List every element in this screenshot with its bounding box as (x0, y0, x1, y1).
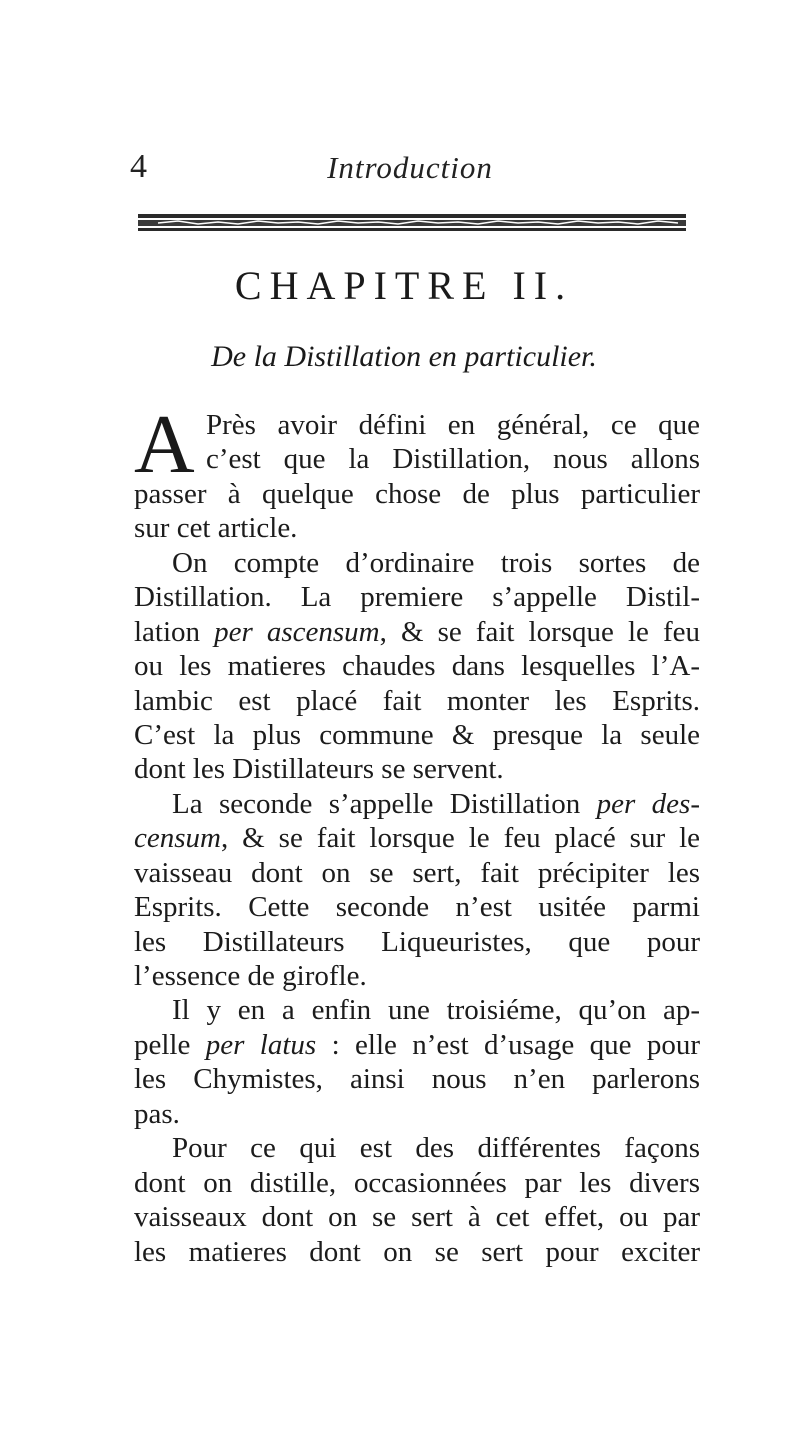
ornamental-rule (138, 212, 686, 234)
text-line (134, 1062, 700, 1096)
text-run: vaisseau dont on se sert, fait précipiter les (134, 856, 700, 889)
italic-phrase: censum (134, 822, 221, 855)
text-line (134, 718, 700, 752)
italic-phrase: per ascensum (214, 615, 380, 648)
text-line (134, 959, 700, 993)
text-run: lation (134, 615, 215, 648)
text-line (134, 890, 700, 924)
text-run: Il y en a enfin une troisiéme, qu’on ap- (172, 994, 700, 1027)
chapter-heading: CHAPITRE II. (234, 263, 574, 308)
text-line (134, 1235, 700, 1269)
text-run: l’essence de girofle. (134, 960, 367, 992)
text-line (134, 787, 700, 821)
text-line (134, 684, 700, 718)
text-run: : elle n’est d’usage que pour (316, 1028, 701, 1061)
drop-cap: A (134, 398, 195, 491)
text-run: sur cet article. (134, 512, 298, 545)
text-run: dont on distille, occasionnées par les divers (134, 1166, 700, 1199)
text-line (134, 442, 700, 476)
text-run: les Distillateurs Liqueuristes, que pour (134, 925, 700, 958)
text-run: Esprits. Cette seconde n’est usitée parmi (134, 891, 700, 924)
text-line (134, 511, 700, 545)
text-run: lambic est placé fait monter les Esprits. (134, 684, 700, 717)
text-line (134, 580, 700, 614)
text-run: les Chymistes, ainsi nous n’en parlerons (134, 1063, 700, 1096)
body-text (134, 398, 701, 1269)
text-run: vaisseaux dont on se sert à cet effet, ou par (134, 1201, 700, 1234)
text-line (134, 477, 700, 511)
text-line (134, 1097, 700, 1131)
italic-phrase: per latus (205, 1028, 317, 1061)
text-run: , & se fait lorsque le feu placé sur le (220, 822, 700, 855)
text-line (134, 615, 700, 649)
page-number: 4 (130, 148, 147, 185)
running-head (130, 148, 690, 194)
text-run: On compte d’ordinaire trois sortes de (172, 546, 700, 579)
text-line (134, 649, 700, 683)
running-title: Introduction (327, 150, 493, 185)
text-line (134, 993, 700, 1027)
text-run: c’est que la Distillation, nous allons (206, 443, 700, 476)
text-run: Pour ce qui est des différentes façons (172, 1132, 700, 1165)
text-run: passer à quelque chose de plus particulier (134, 477, 700, 510)
text-line (134, 408, 700, 442)
text-line (134, 821, 700, 855)
text-line (134, 925, 700, 959)
text-run: , & se fait lorsque le feu (379, 615, 701, 648)
text-line (134, 1131, 700, 1165)
text-line (134, 1166, 700, 1200)
section-title: De la Distillation en particulier. (211, 340, 597, 373)
italic-phrase: per des- (596, 787, 700, 820)
text-line (134, 546, 700, 580)
text-run: Près avoir défini en général, ce que (206, 409, 700, 441)
text-line (134, 1200, 700, 1234)
text-run: dont les Distillateurs se servent. (134, 753, 504, 786)
text-run: La seconde s’appelle Distillation (172, 787, 597, 820)
text-run: C’est la plus commune & presque la seule (134, 718, 700, 751)
text-run: ou les matieres chaudes dans lesquelles l’A- (134, 650, 700, 683)
text-run: les matieres dont on se sert pour exciter (134, 1235, 700, 1268)
text-line (134, 1028, 700, 1062)
text-line (134, 752, 700, 786)
text-run: pas. (134, 1097, 180, 1130)
text-run: Distillation. La premiere s’appelle Distil- (134, 581, 700, 614)
text-line (134, 856, 700, 890)
text-run: pelle (134, 1028, 206, 1061)
